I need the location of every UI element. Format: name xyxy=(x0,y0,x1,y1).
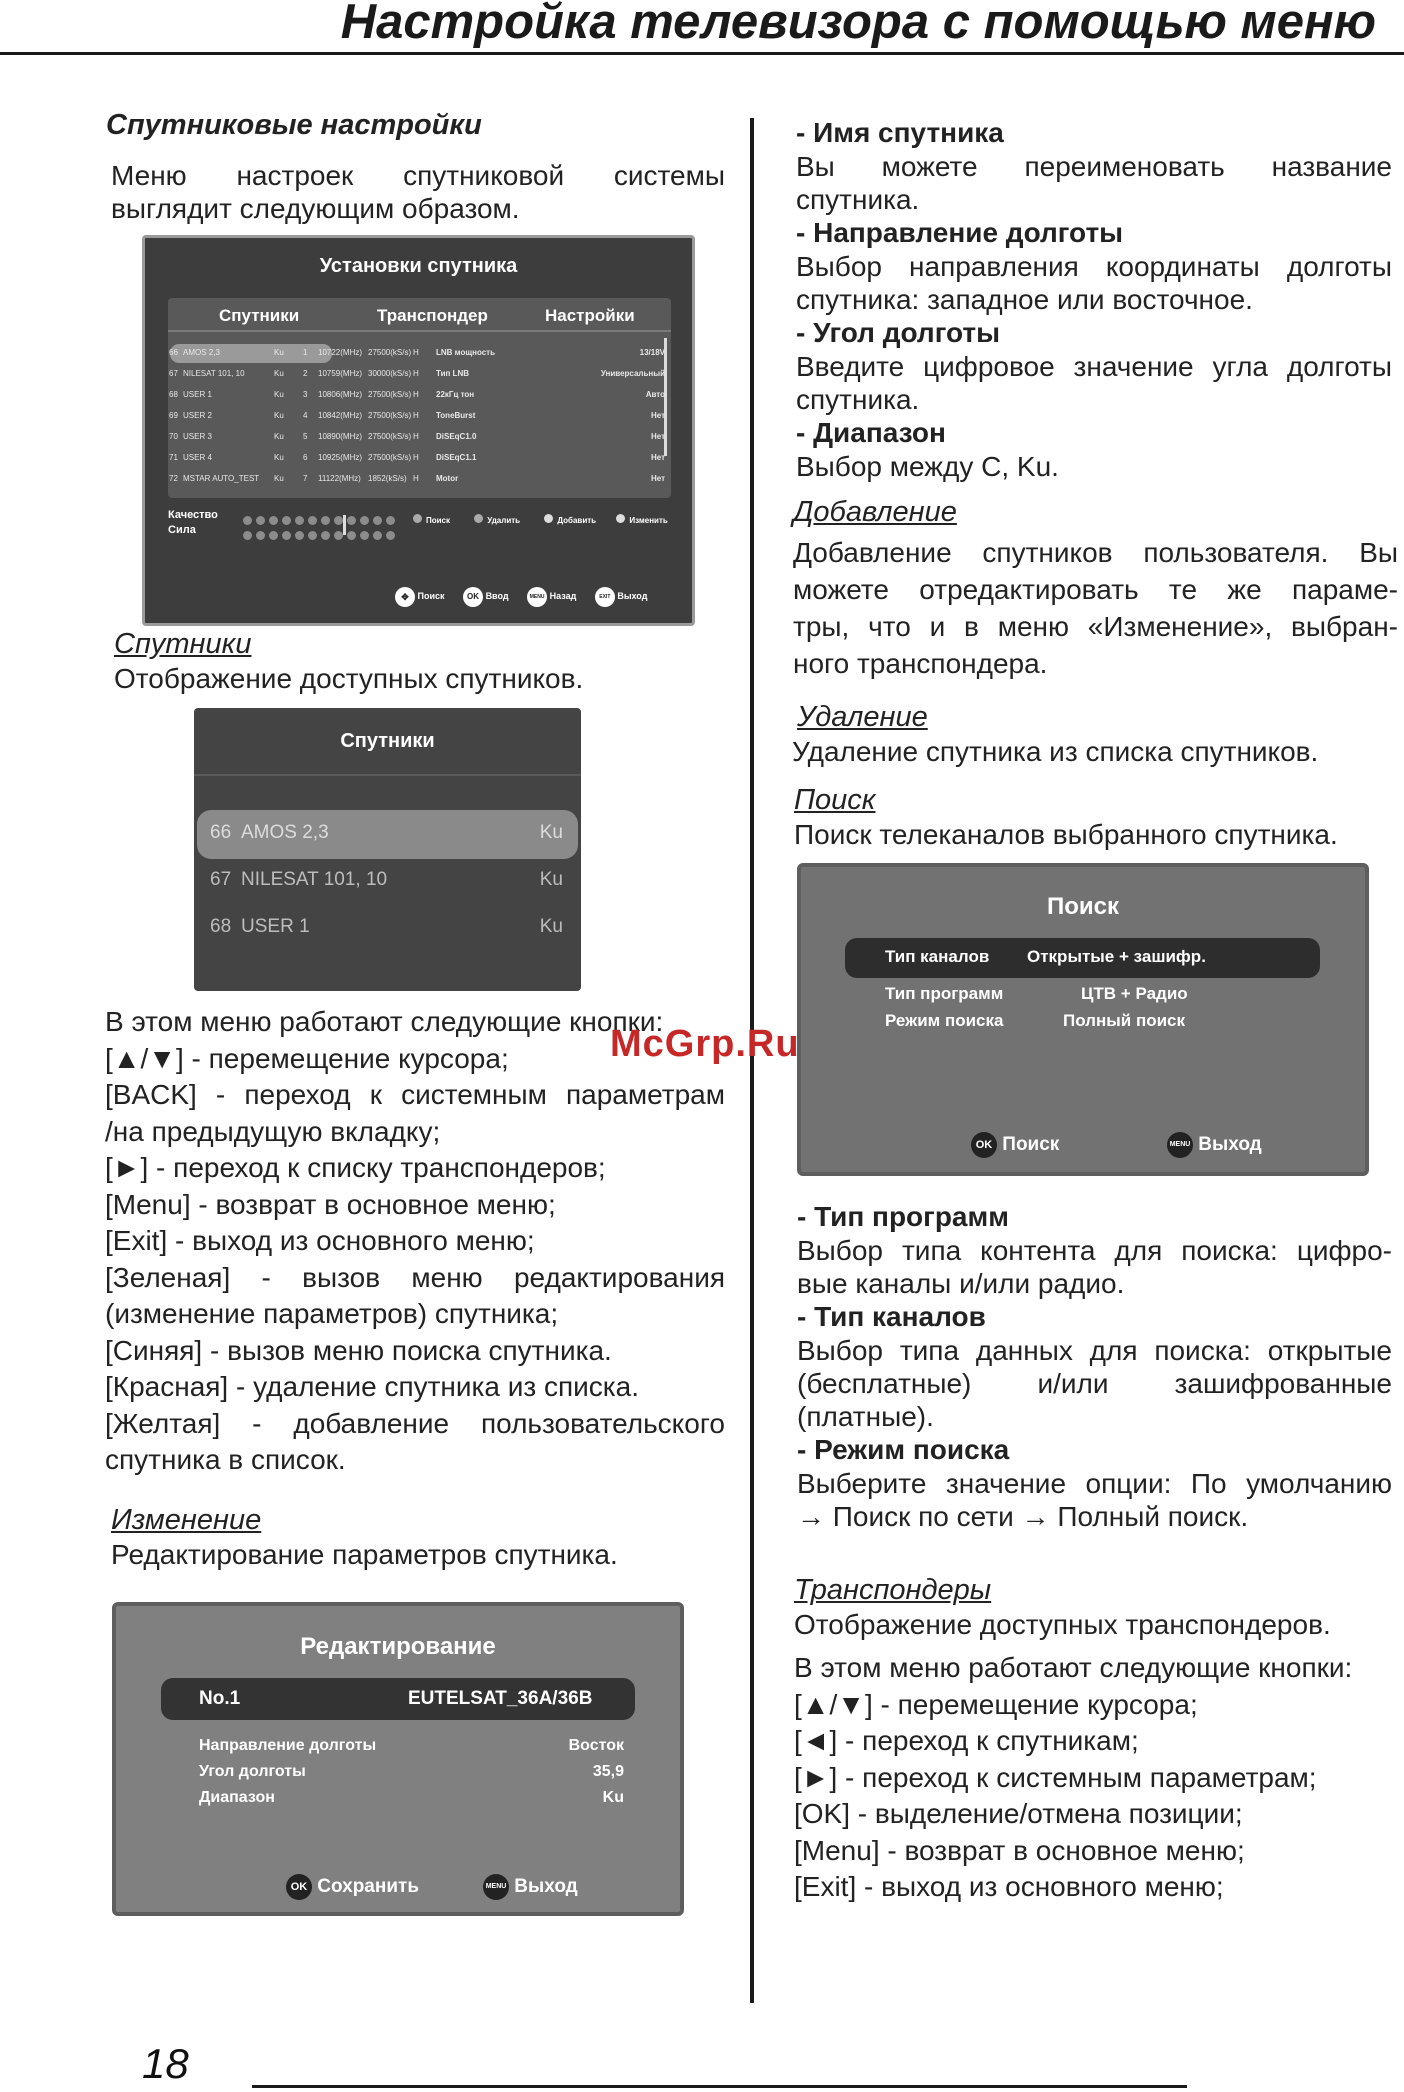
setup-tp-number: 4 xyxy=(303,411,308,420)
ok-icon: OK xyxy=(971,1132,997,1158)
setup-option-value: 13/18V xyxy=(639,348,665,357)
no-label: No.1 xyxy=(199,1688,241,1709)
color-button-add[interactable]: Добавить xyxy=(544,516,596,525)
angle-line-1: Введите цифровое значение угла долготы xyxy=(796,351,1392,382)
help-line: [►] - переход к списку транспондеров; xyxy=(105,1152,606,1183)
list-title: Спутники xyxy=(340,730,435,752)
direction-line-1: Выбор направления координаты долготы xyxy=(796,251,1392,282)
list-sat-number: 67 xyxy=(210,869,232,890)
nav-back[interactable]: MENU Назад xyxy=(527,591,576,601)
search-mode-heading: - Режим поиска xyxy=(797,1434,1010,1465)
intro-line-1: Меню настроек спутниковой системы xyxy=(111,160,725,191)
help-line: В этом меню работают следующие кнопки: xyxy=(105,1006,664,1037)
color-button-edit[interactable]: Изменить xyxy=(616,516,667,525)
help-line: [Menu] - возврат в основное меню; xyxy=(105,1188,556,1220)
help-line: [◄] - переход к спутникам; xyxy=(794,1725,1139,1756)
angle-line-2: спутника. xyxy=(796,384,920,415)
color-button-search[interactable]: Поиск xyxy=(413,516,450,525)
search-exit-button[interactable]: MENU Выход xyxy=(1167,1132,1262,1158)
exit-button[interactable]: MENU Выход xyxy=(483,1874,578,1900)
edit-row-label[interactable]: Угол долготы xyxy=(199,1763,306,1780)
setup-tp-freq[interactable]: 10925(MHz) xyxy=(318,453,363,462)
edit-row-value: Ku xyxy=(602,1789,624,1806)
list-sat-name[interactable]: NILESAT 101, 10 xyxy=(241,869,388,890)
channel-line-2: (бесплатные) и/или зашифрованные xyxy=(797,1368,1392,1399)
setup-sat-number: 70 xyxy=(169,432,178,441)
name-line-2: спутника. xyxy=(796,184,920,215)
setup-panel xyxy=(168,298,671,498)
setup-tp-freq[interactable]: 10842(MHz) xyxy=(318,411,363,420)
angle-heading: - Угол долготы xyxy=(796,317,1001,348)
setup-tp-symbolrate: 27500(kS/s) xyxy=(368,453,412,462)
setup-tp-polarization: H xyxy=(413,453,419,462)
help-line: [Menu] - возврат в основное меню; xyxy=(794,1834,1245,1866)
channel-line-3: (платные). xyxy=(797,1401,934,1432)
search-row-value: Открытые + зашифр. xyxy=(1027,947,1206,966)
range-line-1: Выбор между C, Ku. xyxy=(796,451,1059,482)
setup-sat-name[interactable]: NILESAT 101, 10 xyxy=(183,369,245,378)
search-screen xyxy=(797,863,1369,1176)
strength-meter xyxy=(243,527,399,545)
setup-tp-polarization: H xyxy=(413,369,419,378)
setup-tp-polarization: H xyxy=(413,411,419,420)
setup-tp-polarization: H xyxy=(413,432,419,441)
search-row-label[interactable]: Тип программ xyxy=(885,984,1004,1003)
help-line: [▲/▼] - перемещение курсора; xyxy=(105,1042,509,1074)
help-line: [Зеленая] - вызов меню редактирования xyxy=(105,1261,725,1293)
list-sat-band: Ku xyxy=(539,869,563,890)
setup-sat-band: Ku xyxy=(274,348,284,357)
satellites-desc: Отображение доступных спутников. xyxy=(114,663,584,694)
setup-option-value: Нет xyxy=(650,432,665,441)
setup-tp-symbolrate: 27500(kS/s) xyxy=(368,390,412,399)
nav-exit[interactable]: EXIT Выход xyxy=(595,591,648,601)
edit-title: Редактирование xyxy=(300,1633,496,1660)
setup-tp-number: 2 xyxy=(303,369,308,378)
setup-tp-polarization: H xyxy=(413,474,419,483)
page-number: 18 xyxy=(142,2040,189,2087)
setup-tp-symbolrate: 27500(kS/s) xyxy=(368,348,412,357)
setup-sat-band: Ku xyxy=(274,390,284,399)
subsection-delete: Удаление xyxy=(797,701,928,733)
list-sat-number: 66 xyxy=(210,822,232,843)
setup-option-value: Нет xyxy=(650,411,665,420)
subsection-satellites: Спутники xyxy=(114,628,252,660)
exit-icon: EXIT xyxy=(595,587,615,607)
setup-option-label[interactable]: Тип LNB xyxy=(436,369,469,378)
setup-sat-number: 68 xyxy=(169,390,178,399)
setup-tp-freq[interactable]: 10722(MHz) xyxy=(318,348,363,357)
help-line: [►] - переход к системным параметрам; xyxy=(794,1761,1317,1793)
list-sat-band: Ku xyxy=(539,822,563,843)
help-line: (изменение параметров) спутника; xyxy=(105,1298,559,1329)
setup-tp-number: 3 xyxy=(303,390,308,399)
help-line: [▲/▼] - перемещение курсора; xyxy=(794,1688,1198,1720)
setup-tp-freq[interactable]: 10890(MHz) xyxy=(318,432,363,441)
setup-tp-number: 7 xyxy=(303,474,308,483)
nav-enter[interactable]: OK Ввод xyxy=(463,591,509,601)
help-line: [Exit] - выход из основного меню; xyxy=(105,1225,535,1256)
program-line-1: Выбор типа контента для поиска: цифро- xyxy=(797,1235,1392,1266)
search-row-value: Полный поиск xyxy=(1063,1011,1186,1030)
setup-tp-polarization: H xyxy=(413,390,419,399)
transponders-line-1: Отображение доступных транспондеров. xyxy=(794,1609,1331,1640)
setup-tp-number: 1 xyxy=(303,348,308,357)
help-line: [Exit] - выход из основного меню; xyxy=(794,1871,1224,1902)
setup-sat-band: Ku xyxy=(274,411,284,420)
search-row-label[interactable]: Тип каналов xyxy=(885,947,990,966)
search-row-value: ЦТВ + Радио xyxy=(1081,984,1188,1003)
list-sat-name[interactable]: USER 1 xyxy=(241,916,310,937)
program-line-2: вые каналы и/или радио. xyxy=(797,1268,1125,1299)
setup-option-value: Универсальный xyxy=(600,369,665,378)
menu-icon: MENU xyxy=(1167,1132,1193,1158)
help-line: [Красная] - удаление спутника из списка. xyxy=(105,1371,640,1402)
setup-sat-band: Ku xyxy=(274,432,284,441)
setup-sat-band: Ku xyxy=(274,369,284,378)
name-heading: - Имя спутника xyxy=(796,117,1004,148)
direction-line-2: спутника: западное или восточное. xyxy=(796,284,1253,315)
col-header-transponder: Транспондер xyxy=(377,306,488,325)
setup-tp-symbolrate: 1852(kS/s) xyxy=(368,474,407,483)
search-line-1: Поиск телеканалов выбранного спутника. xyxy=(794,819,1338,850)
list-sat-name[interactable]: AMOS 2,3 xyxy=(241,822,329,843)
help-line: [BACK] - переход к системным параметрам xyxy=(105,1079,725,1110)
save-button[interactable]: OK Сохранить xyxy=(286,1874,419,1900)
search-title: Поиск xyxy=(1046,893,1120,920)
watermark: McGrp.Ru xyxy=(610,1023,800,1065)
add-line-4: ного транспондера. xyxy=(793,648,1048,679)
nav-search[interactable]: ✥ Поиск xyxy=(395,591,445,601)
setup-option-label[interactable]: DiSEqC1.0 xyxy=(436,432,477,441)
setup-tp-number: 5 xyxy=(303,432,308,441)
add-line-2: можете отредактировать те же параме- xyxy=(793,574,1398,605)
add-line-1: Добавление спутников пользователя. Вы xyxy=(793,537,1398,568)
help-line: [Желтая] - добавление пользовательского xyxy=(105,1407,725,1439)
help-line: спутника в список. xyxy=(105,1444,346,1475)
setup-tp-number: 6 xyxy=(303,453,308,462)
strength-label: Сила xyxy=(168,524,196,536)
subsection-search: Поиск xyxy=(794,784,876,816)
setup-sat-name[interactable]: USER 3 xyxy=(183,432,212,441)
setup-sat-name[interactable]: USER 1 xyxy=(183,390,212,399)
setup-option-value: Нет xyxy=(650,474,665,483)
setup-sat-number: 72 xyxy=(169,474,178,483)
delete-line-1: Удаление спутника из списка спутников. xyxy=(792,736,1319,767)
help-line: В этом меню работают следующие кнопки: xyxy=(794,1652,1353,1683)
setup-sat-number: 71 xyxy=(169,453,178,462)
setup-tp-freq[interactable]: 10806(MHz) xyxy=(318,390,363,399)
setup-option-label[interactable]: LNB мощность xyxy=(436,348,496,357)
edit-selected-row[interactable] xyxy=(161,1678,635,1720)
list-sat-band: Ku xyxy=(539,916,563,937)
direction-heading: - Направление долготы xyxy=(796,217,1124,248)
edit-screen xyxy=(112,1602,684,1916)
range-heading: - Диапазон xyxy=(796,417,946,448)
transponder-buttons-help xyxy=(794,1650,1394,1906)
header-divider xyxy=(168,330,671,332)
list-sat-number: 68 xyxy=(210,916,232,937)
setup-tp-symbolrate: 27500(kS/s) xyxy=(368,432,412,441)
color-button-delete[interactable]: Удалить xyxy=(474,516,520,525)
intro-line-2: выглядит следующим образом. xyxy=(111,193,520,224)
edit-desc: Редактирование параметров спутника. xyxy=(111,1539,618,1570)
setup-tp-freq[interactable]: 10759(MHz) xyxy=(318,369,363,378)
setup-sat-name[interactable]: MSTAR AUTO_TEST xyxy=(183,474,260,483)
quality-label: Качество xyxy=(168,509,218,521)
subsection-add: Добавление xyxy=(793,496,957,528)
setup-tp-polarization: H xyxy=(413,348,419,357)
help-line: [OK] - выделение/отмена позиции; xyxy=(794,1798,1243,1829)
name-line-1: Вы можете переименовать название xyxy=(796,151,1392,182)
setup-sat-band: Ku xyxy=(274,453,284,462)
setup-sat-name[interactable]: USER 2 xyxy=(183,411,212,420)
menu-icon: MENU xyxy=(527,587,547,607)
setup-option-label[interactable]: DiSEqC1.1 xyxy=(436,453,477,462)
no-value: EUTELSAT_36A/36B xyxy=(408,1688,593,1709)
subsection-transponders: Транспондеры xyxy=(794,1574,992,1606)
screen-title: Установки спутника xyxy=(319,255,518,277)
add-line-3: тры, что и в меню «Изменение», выбран- xyxy=(793,611,1398,642)
setup-sat-number: 69 xyxy=(169,411,178,420)
setup-sat-number: 67 xyxy=(169,369,178,378)
satellite-setup-screen xyxy=(142,235,695,626)
setup-option-label[interactable]: 22кГц тон xyxy=(436,390,475,399)
setup-option-value: Авто xyxy=(645,390,665,399)
setup-tp-freq[interactable]: 11122(MHz) xyxy=(318,474,361,483)
menu-icon: MENU xyxy=(483,1874,509,1900)
setup-option-label[interactable]: ToneBurst xyxy=(436,411,476,420)
section-title-satellite-settings: Спутниковые настройки xyxy=(106,109,482,141)
setup-tp-symbolrate: 30000(kS/s) xyxy=(368,369,412,378)
setup-sat-name[interactable]: USER 4 xyxy=(183,453,212,462)
help-line: /на предыдущую вкладку; xyxy=(105,1115,441,1147)
setup-sat-number: 66 xyxy=(169,348,178,357)
help-line: [Синяя] - вызов меню поиска спутника. xyxy=(105,1334,612,1366)
buttons-help xyxy=(105,1004,725,1479)
dpad-icon: ✥ xyxy=(395,587,415,607)
col-header-satellites: Спутники xyxy=(219,306,300,325)
list-divider xyxy=(194,774,581,776)
ok-icon: OK xyxy=(286,1874,312,1900)
subsection-edit: Изменение xyxy=(111,1504,262,1536)
setup-option-label[interactable]: Motor xyxy=(436,474,459,483)
page-title: Настройка телевизора с помощью меню xyxy=(340,0,1376,49)
mode-line-2: → Поиск по сети → Полный поиск. xyxy=(797,1501,1249,1532)
setup-sat-band: Ku xyxy=(274,474,284,483)
search-ok-button[interactable]: OK Поиск xyxy=(971,1132,1059,1158)
footer-rule xyxy=(252,2085,1187,2088)
program-type-heading: - Тип программ xyxy=(797,1201,1009,1232)
setup-sat-name[interactable]: AMOS 2,3 xyxy=(183,348,220,357)
edit-row-value: 35,9 xyxy=(592,1763,624,1780)
edit-row-label[interactable]: Направление долготы xyxy=(199,1737,377,1754)
channel-type-heading: - Тип каналов xyxy=(797,1301,986,1332)
col-header-settings: Настройки xyxy=(545,306,635,325)
channel-line-1: Выбор типа данных для поиска: открытые xyxy=(797,1335,1392,1366)
setup-tp-symbolrate: 27500(kS/s) xyxy=(368,411,412,420)
satellites-list-screen xyxy=(194,708,581,991)
edit-row-label[interactable]: Диапазон xyxy=(199,1789,275,1806)
mode-line-1: Выберите значение опции: По умолчанию xyxy=(797,1468,1392,1499)
setup-option-value: Нет xyxy=(650,453,665,462)
edit-row-value: Восток xyxy=(568,1737,624,1754)
header-rule xyxy=(0,52,1404,55)
ok-icon: OK xyxy=(463,587,483,607)
search-row-label[interactable]: Режим поиска xyxy=(885,1011,1004,1030)
